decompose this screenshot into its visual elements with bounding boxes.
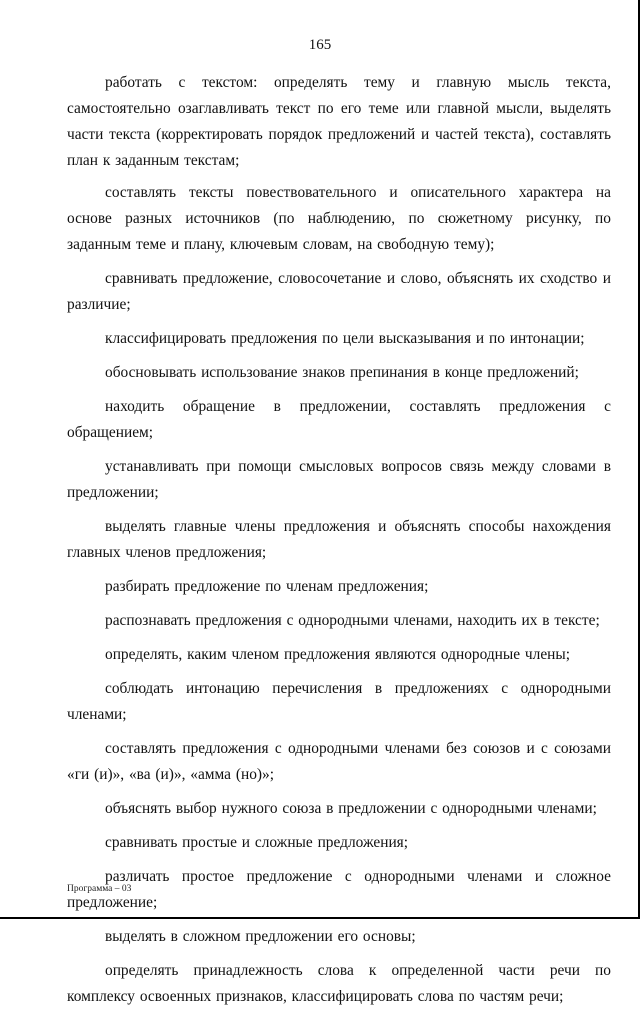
paragraph-conjunction-choice: объяснять выбор нужного союза в предложении с однородными членами; [105, 800, 597, 817]
document-body [67, 70, 611, 1018]
paragraph-distinguish-sentences: различать простое предложение с однородными членами и сложное предложение; [67, 868, 611, 911]
paragraph-address: находить обращение в предложении, составлять предложения с обращением; [67, 398, 611, 441]
paragraph-recognize-homogeneous: распознавать предложения с однородными членами, находить их в тексте; [105, 612, 600, 629]
footer-program-label: Программа – 03 [67, 884, 132, 894]
paragraph-intonation: соблюдать интонацию перечисления в предложениях с однородными членами; [67, 680, 611, 723]
paragraph-parse-sentence: разбирать предложение по членам предложения; [105, 578, 429, 595]
paragraph-word-links: устанавливать при помощи смысловых вопросов связь между словами в предложении; [67, 458, 611, 501]
page-number: 165 [308, 37, 332, 53]
paragraph-work-with-text: работать с текстом: определять тему и главную мысль текста, самостоятельно озаглавливать текст по его теме или главной мысли, выделять части текста (корректировать порядок предложений и частей текста), составлять план к заданным текстам; [67, 74, 611, 169]
paragraph-compare-simple-complex: сравнивать простые и сложные предложения; [105, 834, 409, 851]
paragraph-compose-texts: составлять тексты повествовательного и описательного характера на основе разных источников (по наблюдению, по сюжетному рисунку, по заданным теме и плану, ключевым словам, на свободную тему); [67, 184, 611, 253]
paragraph-complex-basis: выделять в сложном предложении его основы; [105, 928, 416, 945]
paragraph-punctuation: обосновывать использование знаков препинания в конце предложений; [105, 364, 579, 381]
paragraph-main-members: выделять главные члены предложения и объяснять способы нахождения главных членов предложения; [67, 518, 611, 561]
paragraph-compare-sentence: сравнивать предложение, словосочетание и слово, объяснять их сходство и различие; [67, 270, 611, 313]
paragraph-classify-sentences: классифицировать предложения по цели высказывания и по интонации; [105, 330, 585, 347]
paragraph-parts-of-speech: определять принадлежность слова к определенной части речи по комплексу освоенных признаков, классифицировать слова по частям речи; [67, 962, 611, 1005]
paragraph-compose-homogeneous: составлять предложения с однородными членами без союзов и с союзами «ги (и)», «ва (и)», «амма (но)»; [67, 740, 611, 783]
paragraph-member-type: определять, каким членом предложения являются однородные члены; [105, 646, 571, 663]
